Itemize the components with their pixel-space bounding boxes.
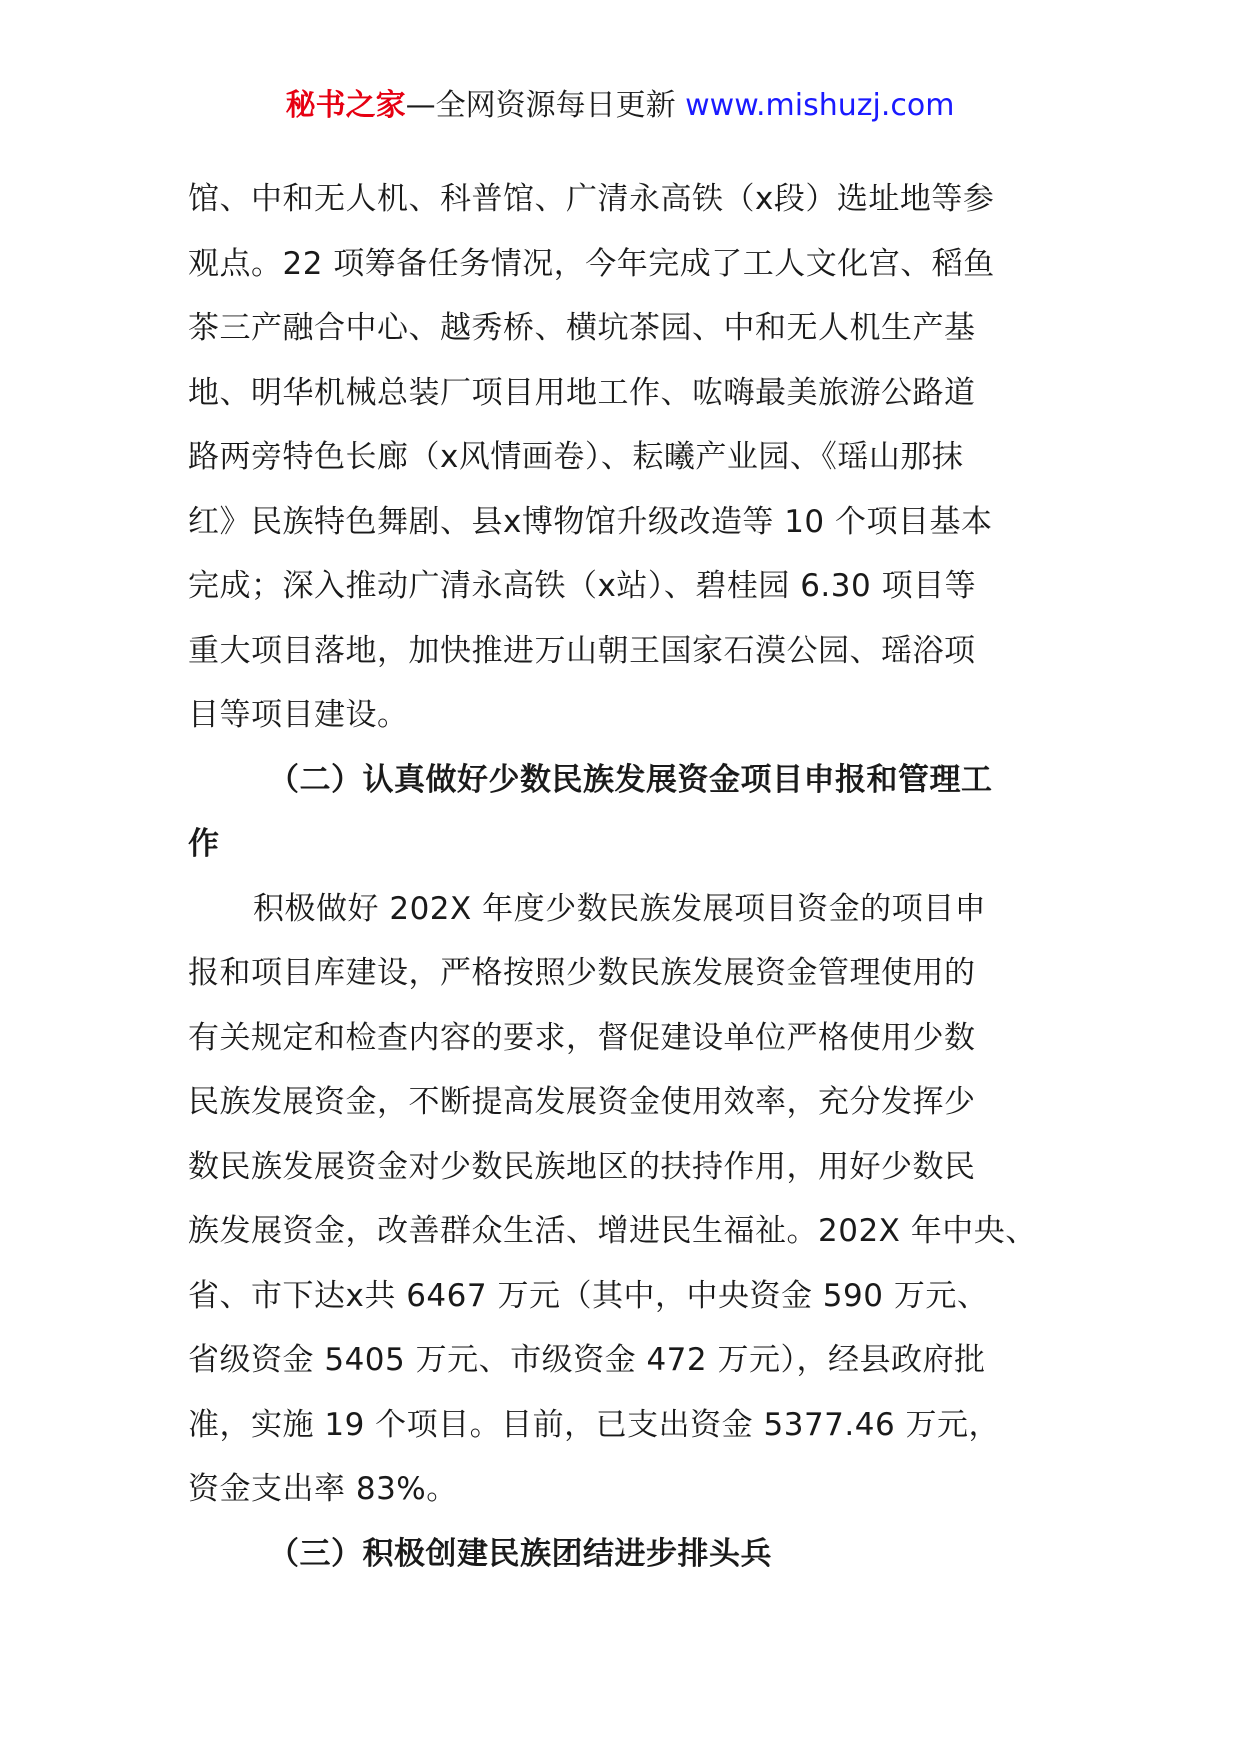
paragraph-line: 报和项目库建设，严格按照少数民族发展资金管理使用的: [188, 955, 976, 991]
paragraph-line: 积极做好 202X 年度少数民族发展项目资金的项目申: [253, 890, 987, 927]
paragraph-line: 重大项目落地，加快推进万山朝王国家石漠公园、瑶浴项: [188, 632, 976, 669]
paragraph-line: 完成；深入推动广清永高铁（x站）、碧桂园 6.30 项目等: [188, 568, 977, 604]
paragraph-line: 族发展资金，改善群众生活、增进民生福祉。202X 年中央、: [188, 1213, 1037, 1249]
paragraph-line: 数民族发展资金对少数民族地区的扶持作用，用好少数民: [188, 1148, 976, 1185]
site-header: [0, 86, 1240, 126]
paragraph-line: 准，实施 19 个项目。目前，已支出资金 5377.46 万元，: [188, 1406, 1001, 1443]
site-brand: 秘书之家: [285, 88, 406, 123]
section-heading: （三）积极创建民族团结进步排头兵: [268, 1535, 772, 1572]
paragraph-line: 目等项目建设。: [188, 697, 409, 733]
document-body: [188, 167, 1068, 1586]
site-url-link[interactable]: www.mishuzj.com: [685, 88, 955, 123]
section-heading: （二）认真做好少数民族发展资金项目申报和管理工: [268, 761, 993, 798]
site-tagline: —全网资源每日更新: [405, 88, 686, 123]
paragraph-line: 路两旁特色长廊（x风情画卷）、耘曦产业园、《瑶山那抹: [188, 439, 964, 475]
paragraph-line: 馆、中和无人机、科普馆、广清永高铁（x段）选址地等参: [188, 181, 995, 217]
paragraph-line: 红》民族特色舞剧、县x博物馆升级改造等 10 个项目基本: [188, 503, 993, 540]
paragraph-line: 省、市下达x共 6467 万元（其中，中央资金 590 万元、: [188, 1277, 989, 1314]
paragraph-line: 资金支出率 83%。: [188, 1471, 458, 1507]
section-heading-continued: 作: [188, 826, 220, 862]
paragraph-line: 地、明华机械总装厂项目用地工作、吰嗨最美旅游公路道: [188, 374, 976, 411]
paragraph-line: 民族发展资金，不断提高发展资金使用效率，充分发挥少: [188, 1084, 976, 1120]
paragraph-line: 茶三产融合中心、越秀桥、横坑茶园、中和无人机生产基: [188, 310, 976, 346]
paragraph-line: 省级资金 5405 万元、市级资金 472 万元），经县政府批: [188, 1342, 986, 1378]
paragraph-line: 观点。22 项筹备任务情况，今年完成了工人文化宫、稻鱼: [188, 245, 995, 282]
paragraph-line: 有关规定和检查内容的要求，督促建设单位严格使用少数: [188, 1019, 976, 1056]
